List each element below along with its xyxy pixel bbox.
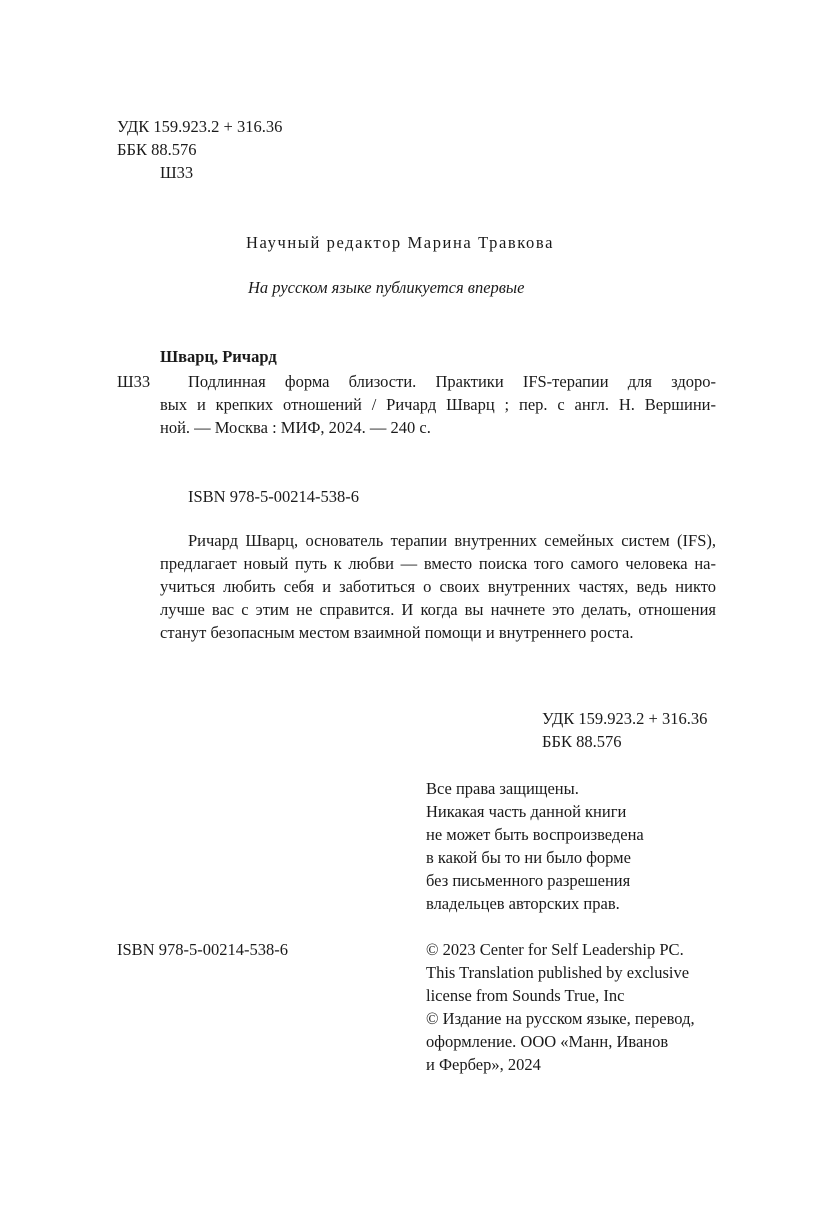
- rights-line: в какой бы то ни было форме: [426, 848, 631, 867]
- copyright-line: © Издание на русском языке, перевод,: [426, 1009, 695, 1028]
- copyright-line: оформление. ООО «Манн, Иванов: [426, 1032, 669, 1051]
- rights-line: Никакая часть данной книги: [426, 802, 627, 821]
- scientific-editor: Научный редактор Марина Травкова: [246, 233, 555, 252]
- annotation-line: предлагает новый путь к любви — вместо поиска того самого человека на-: [160, 554, 716, 573]
- copyright-line: © 2023 Center for Self Leadership PC.: [426, 940, 684, 959]
- bbk-code-bottom: ББК 88.576: [542, 732, 622, 751]
- udk-code: УДК 159.923.2 + 316.36: [117, 117, 283, 136]
- annotation-line: учиться любить себя и заботиться о своих внутренних частях, ведь никто: [160, 577, 716, 596]
- annotation-line: Ричард Шварц, основатель терапии внутренних семейных систем (IFS),: [188, 531, 716, 550]
- rights-line: без письменного разрешения: [426, 871, 631, 890]
- catalog-line: вых и крепких отношений / Ричард Шварц ; пер. с англ. Н. Вершини-: [160, 395, 716, 414]
- rights-line: владельцев авторских прав.: [426, 894, 620, 913]
- annotation-line: станут безопасным местом взаимной помощи и внутреннего роста.: [160, 623, 634, 642]
- udk-code-bottom: УДК 159.923.2 + 316.36: [542, 709, 708, 728]
- copyright-line: license from Sounds True, Inc: [426, 986, 625, 1005]
- isbn-bottom: ISBN 978-5-00214-538-6: [117, 940, 288, 959]
- annotation-line: лучше вас с этим не справится. И когда вы начнете это делать, отношения: [160, 600, 716, 619]
- bbk-code: ББК 88.576: [117, 140, 197, 159]
- catalog-line: ной. — Москва : МИФ, 2024. — 240 с.: [160, 418, 431, 437]
- catalog-author: Шварц, Ричард: [160, 347, 277, 366]
- catalog-author-mark: Ш33: [117, 372, 151, 391]
- copyright-line: This Translation published by exclusive: [426, 963, 690, 982]
- rights-line: Все права защищены.: [426, 779, 579, 798]
- catalog-isbn: ISBN 978-5-00214-538-6: [188, 487, 359, 506]
- author-mark: Ш33: [160, 163, 194, 182]
- rights-line: не может быть воспроизведена: [426, 825, 644, 844]
- copyright-line: и Фербер», 2024: [426, 1055, 541, 1074]
- first-publication-note: На русском языке публикуется впервые: [248, 278, 525, 297]
- catalog-line: Подлинная форма близости. Практики IFS-терапии для здоро-: [188, 372, 716, 391]
